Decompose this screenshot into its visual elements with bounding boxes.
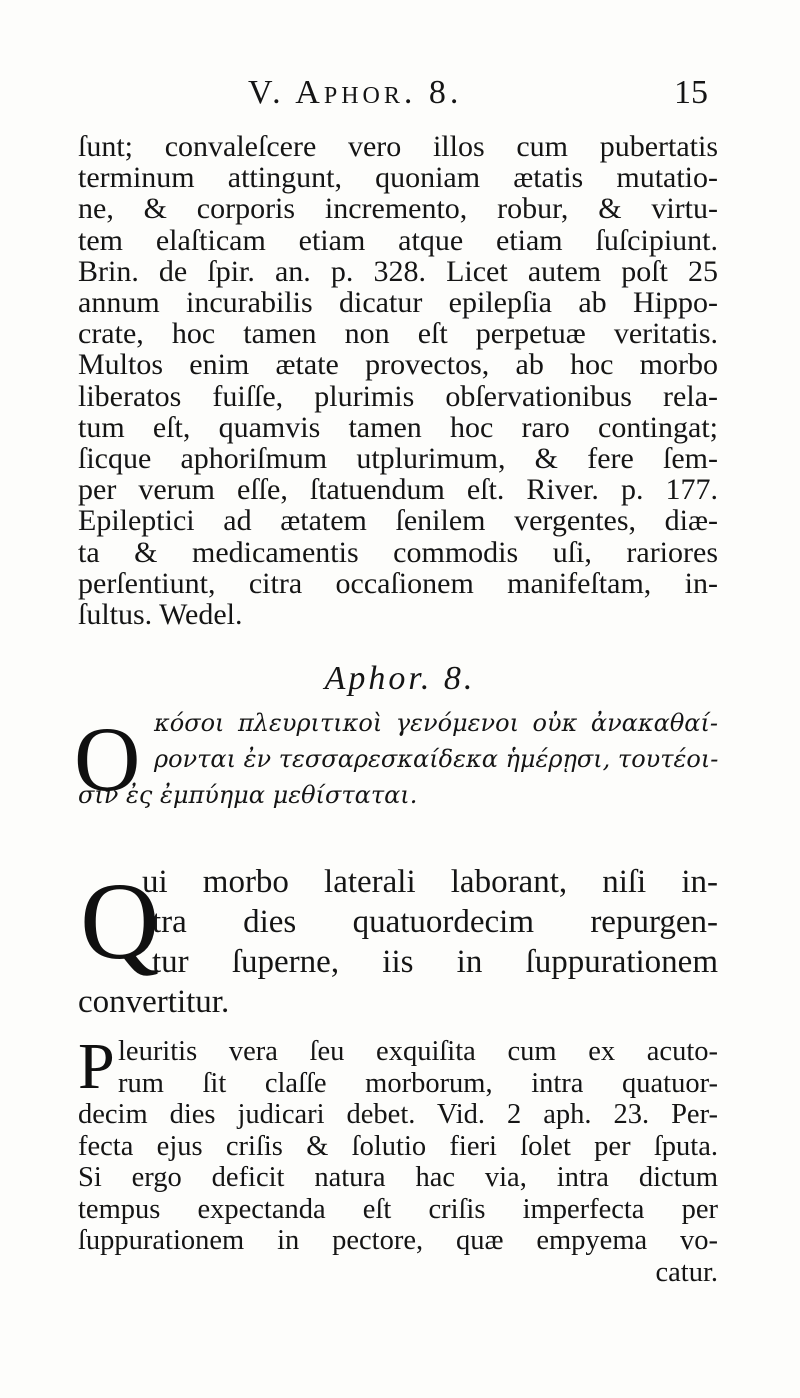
commentary-line: decim dies judicari debet. Vid. 2 aph. 23. Per-: [78, 1099, 718, 1130]
commentary-paragraph: [78, 1030, 718, 1288]
commentary-drop-cap: P: [78, 1030, 115, 1103]
text-line: annum incurabilis dicatur epilepſia ab Hippo-: [78, 286, 718, 320]
commentary-line: fecta ejus criſis & ſolutio fieri ſolet per ſputa.: [78, 1130, 718, 1162]
latin-line: tra dies quatuordecim repurgen-: [152, 904, 718, 940]
greek-line: σιν ἐς ἐμπύημα μεθίσταται.: [78, 781, 418, 809]
commentary-line: leuritis vera ſeu exquiſita cum ex acuto-: [118, 1036, 718, 1067]
text-line: tem elaſticam etiam atque etiam ſuſcipiunt.: [78, 223, 718, 257]
text-line: ne, & corporis incremento, robur, & virtu-: [78, 192, 718, 226]
greek-line: ρονται ἐν τεσσαρεσκαίδεκα ἡμέρῃσι, τουτέοι-: [154, 745, 719, 773]
commentary-line: catur.: [655, 1256, 718, 1288]
latin-line: tur ſuperne, iis in ſuppurationem: [152, 944, 718, 980]
greek-line: κόσοι πλευριτικοὶ γενόμενοι οὐκ ἀνακαθαί-: [154, 709, 718, 737]
text-line: ſunt; convaleſcere vero illos cum pubertatis: [78, 130, 718, 163]
text-line: crate, hoc tamen non eſt perpetuæ veritatis.: [78, 317, 718, 351]
text-line: terminum attingunt, quoniam ætatis mutatio-: [78, 161, 718, 195]
latin-line: convertitur.: [78, 984, 230, 1020]
text-line: Multos enim ætate provectos, ab hoc morbo: [78, 348, 718, 382]
aphorism-title: Aphor. 8.: [324, 660, 476, 697]
greek-drop-cap: O: [74, 708, 141, 810]
commentary-line: ſuppurationem in pectore, quæ empyema vo-: [78, 1225, 718, 1256]
running-header: [0, 74, 800, 124]
text-line: ſultus. Wedel.: [78, 598, 243, 632]
latin-aphorism: [78, 862, 718, 1022]
text-line: ſicque aphoriſmum utplurimum, & fere ſem-: [78, 442, 718, 476]
greek-aphorism: [74, 705, 719, 813]
text-line: Epileptici ad ætatem ſenilem vergentes, diæ-: [78, 504, 718, 538]
commentary-line: Si ergo deficit natura hac via, intra dictum: [78, 1162, 718, 1193]
commentary-line: tempus expectanda eſt criſis imperfecta per: [78, 1193, 718, 1225]
intro-paragraph: [78, 131, 718, 630]
text-line: Brin. de ſpir. an. p. 328. Licet autem poſt 25: [78, 254, 718, 288]
header-title: V. Aphor. 8.: [248, 74, 463, 111]
page-number: 15: [674, 74, 708, 111]
text-line: per verum eſſe, ſtatuendum eſt. River. p. 177.: [78, 473, 718, 507]
text-line: tum eſt, quamvis tamen hoc raro contingat;: [78, 410, 718, 444]
latin-drop-cap: Q: [80, 860, 160, 982]
text-line: perſentiunt, citra occaſionem manifeſtam, in-: [78, 566, 718, 600]
text-line: ta & medicamentis commodis uſi, rariores: [78, 535, 718, 569]
latin-line: ui morbo laterali laborant, niſi in-: [142, 864, 718, 900]
commentary-line: rum ſit claſſe morborum, intra quatuor-: [118, 1067, 718, 1099]
text-line: liberatos fuiſſe, plurimis obſervationibus rela-: [78, 379, 718, 413]
